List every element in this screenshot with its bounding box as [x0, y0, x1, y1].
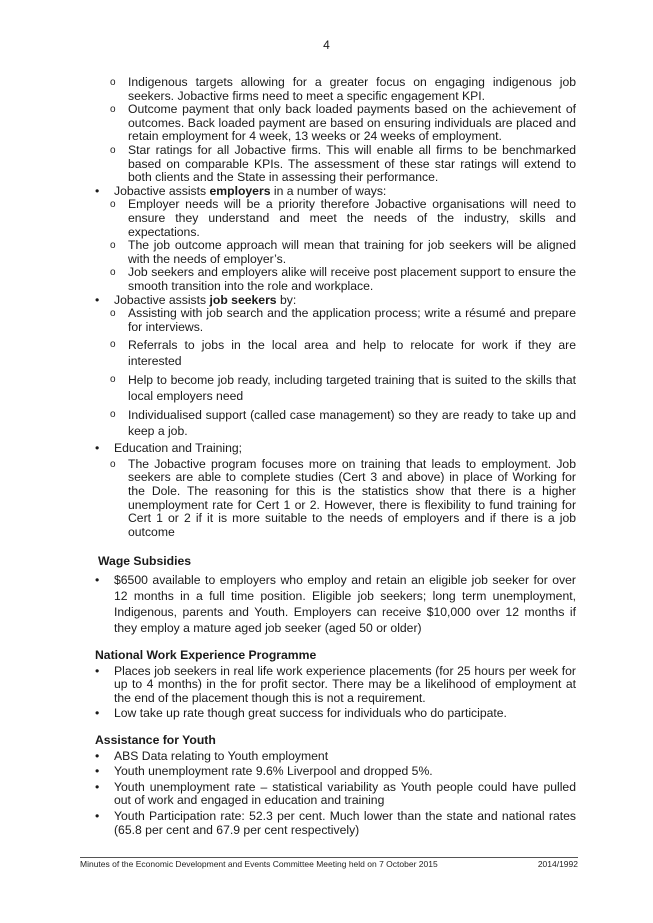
sublist-item: o Assisting with job search and the application process; write a résumé and prepare for interviews. [88, 307, 576, 334]
wage-subsidies-list [88, 572, 576, 636]
work-experience-heading: National Work Experience Programme [95, 648, 317, 663]
job-seekers-sublist [88, 307, 576, 334]
page-footer [80, 857, 578, 869]
list-item: • Places job seekers in real life work experience placements (for 25 hours per week for up to 4 months) in the for profit sector. There may be a likelihood of employment at the end of the placement though this is not a requirement. [88, 665, 576, 706]
list-item: • Youth Participation rate: 52.3 per cent. Much lower than the state and national rates (65.8 per cent and 67.9 per cent respectively) [88, 810, 576, 837]
footer-title: Minutes of the Economic Development and Events Committee Meeting held on 7 October 2015 [80, 859, 438, 869]
continued-sublist [88, 76, 576, 185]
list-item: • Youth unemployment rate 9.6% Liverpool and dropped 5%. [88, 765, 576, 779]
youth-list [88, 750, 576, 838]
page-number: 4 [323, 38, 330, 52]
wage-subsidies-heading: Wage Subsidies [98, 554, 192, 569]
work-experience-list [88, 665, 576, 721]
main-bullet-list [88, 185, 576, 199]
sublist-item: o Help to become job ready, including targeted training that is suited to the skills that local employers need [88, 372, 576, 404]
list-item: • $6500 available to employers who employ and retain an eligible job seeker for over 12 months in a full time position. Eligible job seekers; long term unemployment, Indigenous, parents and Youth. Employers can receive $10,000 over 12 months if they employ a mature aged job seeker (aged 50 or older) [88, 572, 576, 636]
sublist-item: o The Jobactive program focuses more on training that leads to employment. Job seekers are able to complete studies (Cert 3 and above) in place of Working for the Dole. The reasoning for this is the statistics show that there is a higher unemployment rate for Cert 1 or 2. However, there is flexibility to fund training for Cert 1 or 2 if it is more suitable to the needs of employers and if there is a job outcome [88, 458, 576, 540]
sublist-item: o The job outcome approach will mean that training for job seekers will be aligned with the needs of employer’s. [88, 239, 576, 266]
sublist-item: o Individualised support (called case management) so they are ready to take up and keep a job. [88, 407, 576, 439]
bullet-employers: • Jobactive assists employers in a number of ways: [88, 185, 576, 199]
footer-reference: 2014/1992 [537, 859, 578, 869]
list-item: • Low take up rate though great success for individuals who do participate. [88, 707, 576, 721]
youth-heading: Assistance for Youth [95, 733, 216, 747]
sublist-item: o Employer needs will be a priority therefore Jobactive organisations will need to ensure they understand and meet the needs of the industry, skills and expectations. [88, 198, 576, 239]
sublist-item: o Referrals to jobs in the local area and help to relocate for work if they are interested [88, 337, 576, 369]
bullet-job-seekers: • Jobactive assists job seekers by: [88, 294, 576, 308]
education-sublist [88, 458, 576, 540]
sublist-item: o Star ratings for all Jobactive firms. This will enable all firms to be benchmarked based on comparable KPIs. The assessment of these star ratings will extend to both clients and the State in assessing their performance. [88, 144, 576, 185]
sublist-item: o Indigenous targets allowing for a greater focus on engaging indigenous job seekers. Jobactive firms need to meet a specific engagement KPI. [88, 76, 576, 103]
list-item: • ABS Data relating to Youth employment [88, 750, 576, 764]
employers-sublist [88, 198, 576, 293]
list-item: • Youth unemployment rate – statistical variability as Youth people could have pulled out of work and engaged in education and training [88, 781, 576, 808]
bullet-education: • Education and Training; [88, 442, 576, 456]
sublist-item: o Outcome payment that only back loaded payments based on the achievement of outcomes. Back loaded payment are based on ensuring individuals are placed and retain employment for 4 week, 13 weeks or 24 weeks of employment. [88, 103, 576, 144]
sublist-item: o Job seekers and employers alike will receive post placement support to ensure the smooth transition into the role and workplace. [88, 266, 576, 293]
document-body [88, 76, 576, 837]
